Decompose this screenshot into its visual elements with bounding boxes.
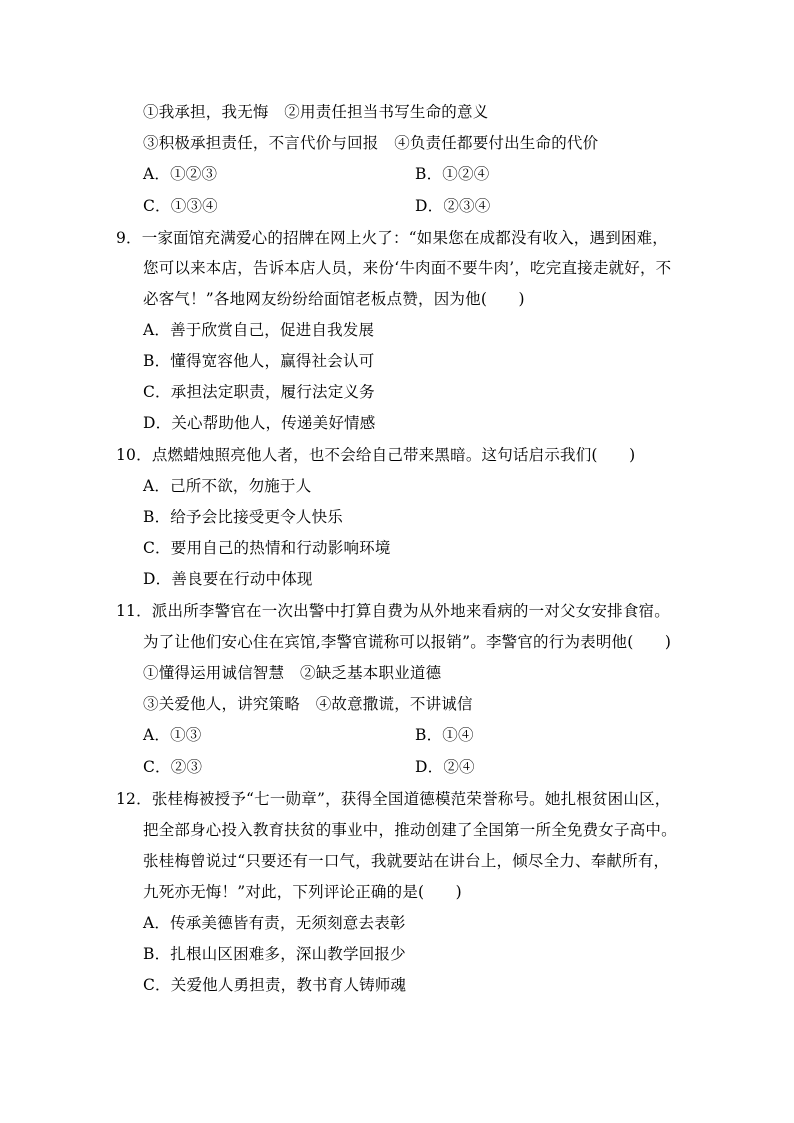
q11-statement-1-2: ①懂得运用诚信智慧 ②缺乏基本职业道德 (143, 664, 442, 682)
q8-option-c: C．①③④ (143, 197, 218, 215)
q11-stem-line-1: 11．派出所李警官在一次出警中打算自费为从外地来看病的一对父女安排食宿。 (116, 602, 670, 620)
q10-option-d: D．善良要在行动中体现 (143, 570, 313, 588)
q9-stem-line-2: 您可以来本店，告诉本店人员，来份‘牛肉面不要牛肉’，吃完直接走就好，不 (143, 259, 672, 277)
q8-statement-3-4: ③积极承担责任，不言代价与回报 ④负责任都要付出生命的代价 (143, 134, 599, 152)
q12-option-a: A．传承美德皆有责，无须刻意去表彰 (143, 914, 406, 932)
q8-option-d: D．②③④ (415, 197, 491, 215)
q10-option-a: A．己所不欲，勿施于人 (143, 477, 312, 495)
q12-stem-line-4: 九死亦无悔！”对此，下列评论正确的是( ) (143, 883, 462, 901)
q9-option-b: B．懂得宽容他人，赢得社会认可 (143, 352, 375, 370)
q9-stem-line-1: 9．一家面馆充满爱心的招牌在网上火了：“如果您在成都没有收入，遇到困难， (116, 229, 668, 247)
q12-option-c: C．关爱他人勇担责，教书育人铸师魂 (143, 976, 407, 994)
q11-statement-3-4: ③关爱他人，讲究策略 ④故意撒谎，不讲诚信 (143, 695, 473, 713)
q9-option-d: D．关心帮助他人，传递美好情感 (143, 414, 376, 432)
q11-option-c: C．②③ (143, 758, 203, 776)
q12-stem-line-1: 12．张桂梅被授予“七一勋章”，获得全国道德模范荣誉称号。她扎根贫困山区， (116, 790, 671, 808)
q12-stem-line-3: 张桂梅曾说过“只要还有一口气，我就要站在讲台上，倾尽全力、奉献所有， (143, 852, 670, 870)
q12-option-b: B．扎根山区困难多，深山教学回报少 (143, 945, 406, 963)
q11-stem-line-2: 为了让他们安心住在宾馆,李警官谎称可以报销”。李警官的行为表明他( ) (143, 633, 672, 651)
q10-option-c: C．要用自己的热情和行动影响环境 (143, 539, 391, 557)
q8-statement-1-2: ①我承担，我无悔 ②用责任担当书写生命的意义 (143, 103, 489, 121)
q11-option-b: B．①④ (415, 726, 474, 744)
q9-stem-line-3: 必客气！”各地网友纷纷给面馆老板点赞，因为他( ) (143, 290, 525, 308)
q11-option-a: A．①③ (143, 726, 202, 744)
q9-option-a: A．善于欣赏自己，促进自我发展 (143, 321, 375, 339)
q8-option-b: B．①②④ (415, 165, 490, 183)
q8-option-a: A．①②③ (143, 165, 218, 183)
q12-stem-line-2: 把全部身心投入教育扶贫的事业中，推动创建了全国第一所全免费女子高中。 (143, 821, 677, 839)
q9-option-c: C．承担法定职责，履行法定义务 (143, 383, 375, 401)
q10-stem-line-1: 10．点燃蜡烛照亮他人者，也不会给自己带来黑暗。这句话启示我们( ) (116, 446, 636, 464)
q10-option-b: B．给予会比接受更令人快乐 (143, 508, 343, 526)
q11-option-d: D．②④ (415, 758, 475, 776)
